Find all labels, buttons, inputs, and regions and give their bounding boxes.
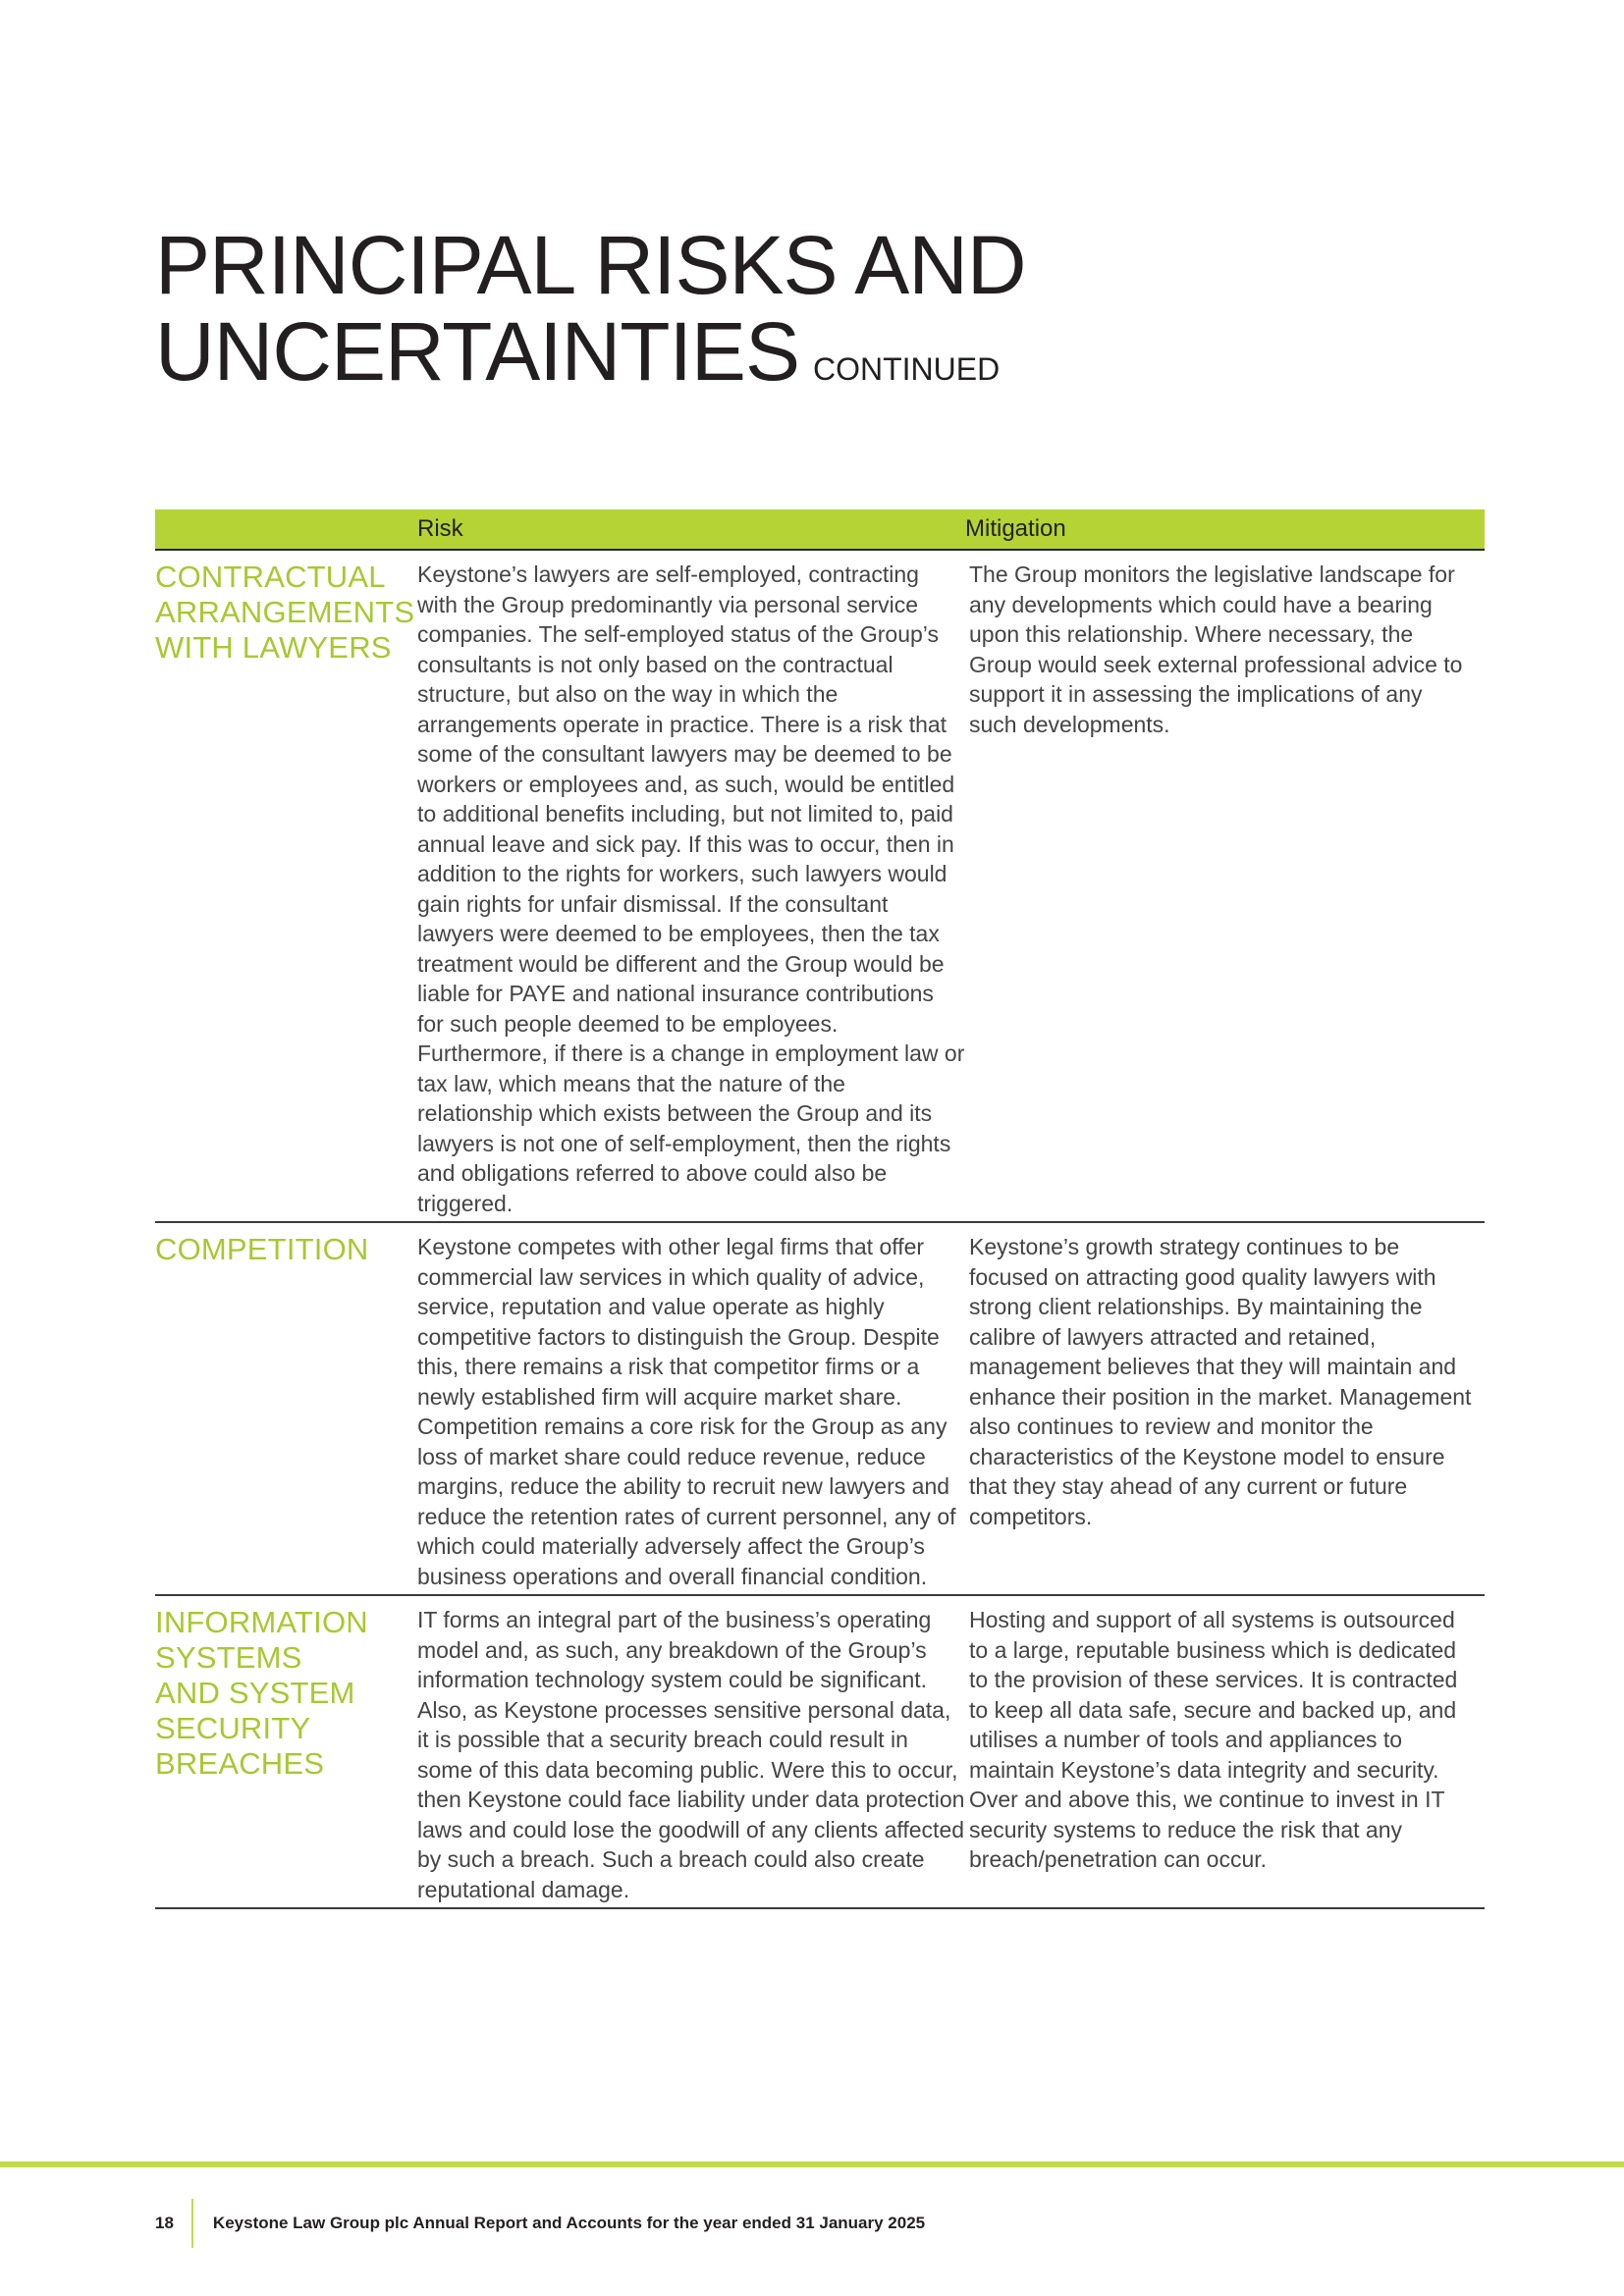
page-title-line-2-text: UNCERTAINTIES	[155, 305, 799, 398]
page-title	[155, 219, 1026, 412]
table-header	[155, 509, 1485, 551]
risk-column-header: Risk	[417, 515, 463, 542]
mitigation-description: The Group monitors the legislative landscape for any developments which could have a bearing upon this relationship. Where necessary, the Group would seek external professional advice to support it in assessing the implications of any such developments.	[969, 561, 1463, 737]
table-row	[155, 1223, 1485, 1596]
risk-category: COMPETITION	[155, 1232, 369, 1266]
risk-description: IT forms an integral part of the business’s operating model and, as such, any breakdown of the Group’s information technology system could be significant. Also, as Keystone processes sensitive personal data, it is possible that a security breach could result in some of this data becoming public. Were this to occur, then Keystone could face liability under data protection laws and could lose the goodwill of any clients affected by such a breach. Such a breach could also create reputational damage.	[417, 1607, 965, 1902]
mitigation-column-header: Mitigation	[965, 515, 1066, 542]
mitigation-description: Hosting and support of all systems is outsourced to a large, reputable business which is dedicated to the provision of these services. It is contracted to keep all data safe, secure and backed up, and utilises a number of tools and appliances to maintain Keystone’s data integrity and security. Over and above this, we continue to invest in IT security systems to reduce the risk that any breach/penetration can occur.	[969, 1607, 1458, 1872]
risk-description: Keystone competes with other legal firms that offer commercial law services in which quality of advice, service, reputation and value operate as highly competitive factors to distinguish the Group. Despite this, there remains a risk that competitor firms or a newly established firm will acquire market share. Competition remains a core risk for the Group as any loss of market share could reduce revenue, reduce margins, reduce the ability to recruit new lawyers and reduce the retention rates of current personnel, any of which could materially adversely affect the Group’s business operations and overall financial condition.	[417, 1234, 956, 1589]
risk-description: Keystone’s lawyers are self-employed, contracting with the Group predominantly via personal service companies. The self-employed status of the Group’s consultants is not only based on the contractual structure, but also on the way in which the arrangements operate in practice. There is a risk that some of the consultant lawyers may be deemed to be workers or employees and, as such, would be entitled to additional benefits including, but not limited to, paid annual leave and sick pay. If this was to occur, then in addition to the rights for workers, such lawyers would gain rights for unfair dismissal. If the consultant lawyers were deemed to be employees, then the tax treatment would be different and the Group would be liable for PAYE and national insurance contributions for such people deemed to be employees. Furthermore, if there is a change in employment law or tax law, which means that the nature of the relationship which exists between the Group and its lawyers is not one of self-employment, then the rights and obligations referred to above could also be triggered.	[417, 561, 965, 1216]
page-footer	[155, 2199, 925, 2248]
page-title-line-1: PRINCIPAL RISKS AND	[155, 219, 1026, 311]
page-number: 18	[155, 2199, 193, 2248]
risk-table	[155, 509, 1485, 1909]
mitigation-description: Keystone’s growth strategy continues to be focused on attracting good quality lawyers with strong client relationships. By maintaining the calibre of lawyers attracted and retained, management believes that they will maintain and enhance their position in the market. Management also continues to review and monitor the characteristics of the Keystone model to ensure that they stay ahead of any current or future competitors.	[969, 1234, 1472, 1529]
footer-divider	[0, 2162, 1624, 2167]
risk-category: INFORMATION SYSTEMS AND SYSTEM SECURITY BREACHES	[155, 1605, 368, 1781]
page-title-line-2	[155, 305, 1026, 412]
table-row	[155, 551, 1485, 1223]
table-row	[155, 1596, 1485, 1909]
footer-text: Keystone Law Group plc Annual Report and Accounts for the year ended 31 January 2025	[212, 2214, 926, 2232]
risk-category: CONTRACTUAL ARRANGEMENTS WITH LAWYERS	[155, 560, 415, 665]
continued-label: CONTINUED	[812, 351, 1001, 387]
